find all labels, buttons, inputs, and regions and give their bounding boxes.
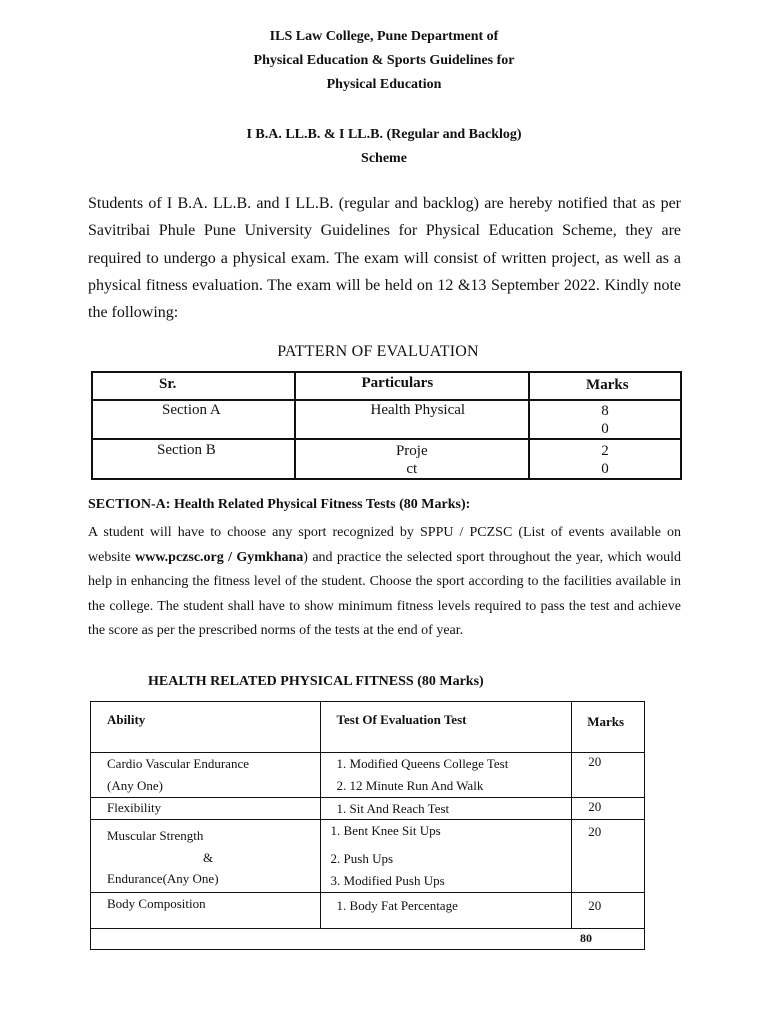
scheme-title: Scheme [361,151,407,166]
pattern-table [91,371,682,480]
table-header-row [92,372,681,400]
fitness-title: HEALTH RELATED PHYSICAL FITNESS (80 Marks) [148,674,484,689]
section-a-paragraph [88,521,681,644]
section-a-text-1: A student will have to choose any sport recognized by SPPU / PCZSC (List of events available on website [88,525,681,565]
intro-paragraph: Students of I B.A. LL.B. and I LL.B. (regular and backlog) are hereby notified that as per Savitribai Phule Pune University Guidelines for Physical Education Scheme, they are required to undergo a physical exam. The exam will consist of written project, as well as a physical fitness evaluation. The exam will be held on 12 &13 September 2022. Kindly note the following: [88,195,681,322]
total-marks: 80 [580,931,592,945]
muscular-ability [107,825,252,847]
cardio-ability-text: Cardio Vascular Endurance [107,756,249,771]
total-row [91,929,645,950]
header-ability: Ability [107,712,146,727]
section-b-marks-line1: 2 [601,443,609,459]
section-a-heading: SECTION-A: Health Related Physical Fitness Tests (80 Marks): [88,497,471,512]
course-title: I B.A. LL.B. & I LL.B. (Regular and Backlog) [246,127,522,142]
table-row [92,400,681,439]
section-a-label: Section A [162,402,221,418]
header-marks: Marks [586,377,629,393]
section-b-particular-line1: Proje [395,443,428,459]
section-a-marks-line1: 8 [601,403,609,419]
test-item: 1. Bent Knee Sit Ups [330,823,441,838]
section-a-particular: Health Physical [370,402,466,418]
header-test: Test Of Evaluation Test [336,712,467,727]
flexibility-marks: 20 [588,799,602,814]
muscular-marks: 20 [588,824,602,839]
table-row [91,798,645,820]
pattern-title: PATTERN OF EVALUATION [277,343,479,360]
muscular-ability-note: Endurance(Any One) [107,871,219,886]
muscular-ampersand: & [203,849,214,865]
table-row [91,753,645,798]
test-item: 1. Sit And Reach Test [336,801,450,816]
flexibility-ability: Flexibility [107,800,162,815]
section-b-label: Section B [157,442,216,458]
header-line-1: ILS Law College, Pune Department of [269,29,499,44]
section-b-particular-line2: ct [406,461,418,477]
header-line-3: Physical Education [326,77,442,92]
cardio-marks: 20 [588,754,602,769]
cardio-ability [107,753,286,775]
section-a-text-2: ) and practice the selected sport throughout the year, which would help in enhancing the fitness level of the student. Choose the sport according to the facilities available in the college. The student shall have to show minimum fitness levels required to pass the test and achieve the score as per the prescribed norms of the tests at the end of year. [88,549,682,638]
table-header-row [91,702,645,753]
website-reference: www.pczsc.org / Gymkhana [135,549,304,565]
header-marks: Marks [587,714,625,729]
test-item: 2. 12 Minute Run And Walk [336,778,484,793]
header-sr: Sr. [159,376,177,392]
table-row [91,893,645,929]
test-item: 2. Push Ups [330,851,394,866]
test-item: 3. Modified Push Ups [330,873,445,888]
muscular-ability-text: Muscular Strength [107,828,204,843]
table-row [91,820,645,893]
body-composition-marks: 20 [588,898,602,913]
section-a-marks-line2: 0 [601,421,609,437]
header-particulars: Particulars [361,375,434,391]
test-item: 1. Body Fat Percentage [336,898,458,913]
header-line-2: Physical Education & Sports Guidelines for [253,53,515,68]
test-item: 1. Modified Queens College Test [336,756,509,771]
section-b-marks-line2: 0 [601,461,609,477]
body-composition-ability: Body Composition [107,896,206,911]
fitness-table [90,701,645,950]
table-row [92,439,681,479]
cardio-ability-note: (Any One) [107,778,163,793]
